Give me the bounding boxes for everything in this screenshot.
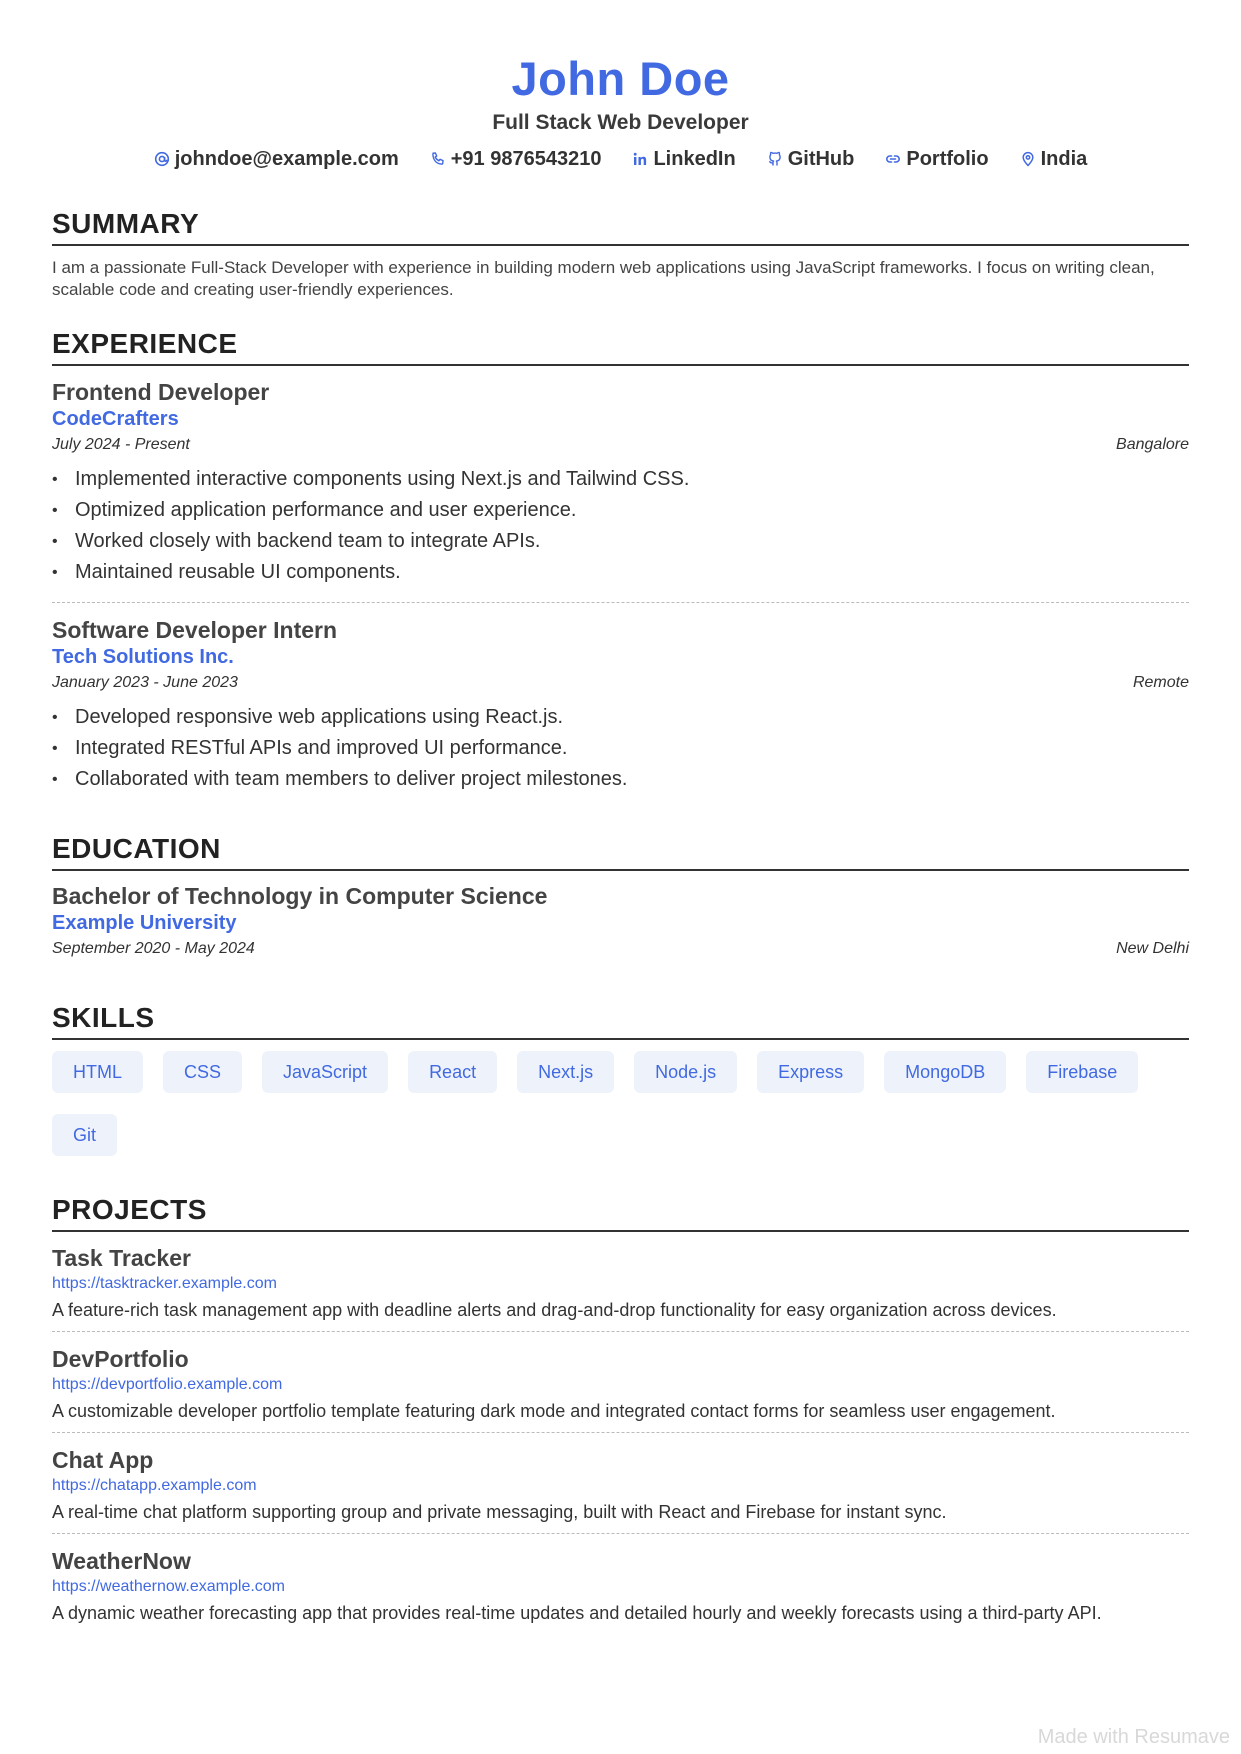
skill-chip: React bbox=[408, 1051, 497, 1093]
contact-github-label: GitHub bbox=[787, 148, 855, 170]
contact-portfolio[interactable] bbox=[885, 146, 988, 172]
job-bullets bbox=[52, 464, 1189, 588]
section-title: SKILLS bbox=[52, 1001, 1189, 1040]
project-entry bbox=[52, 1547, 1189, 1626]
skill-chip: Next.js bbox=[517, 1051, 614, 1093]
github-icon bbox=[767, 151, 783, 167]
watermark: Made with Resumave bbox=[1037, 1726, 1230, 1748]
at-icon bbox=[154, 151, 170, 167]
skill-chip: CSS bbox=[163, 1051, 242, 1093]
project-link[interactable]: https://devportfolio.example.com bbox=[52, 1376, 283, 1393]
job-dates: July 2024 - Present bbox=[52, 436, 190, 453]
projects-section bbox=[52, 1193, 1189, 1626]
resume-header bbox=[52, 0, 1189, 172]
skills-section bbox=[52, 1001, 1189, 1156]
contact-linkedin-label: LinkedIn bbox=[653, 148, 736, 170]
job-title: Software Developer Intern bbox=[52, 617, 338, 643]
divider bbox=[52, 1533, 1189, 1534]
linkedin-icon bbox=[632, 151, 648, 167]
job-location: Remote bbox=[1132, 674, 1189, 691]
project-description: A real-time chat platform supporting group and private messaging, built with React and Firebase for instant sync. bbox=[52, 1502, 947, 1522]
project-link[interactable]: https://tasktracker.example.com bbox=[52, 1275, 277, 1292]
location-pin-icon bbox=[1020, 151, 1036, 167]
education-meta bbox=[52, 938, 1189, 960]
job-role: Full Stack Web Developer bbox=[492, 111, 749, 134]
contact-linkedin[interactable] bbox=[632, 146, 735, 172]
job-meta bbox=[52, 672, 1189, 694]
skills-list bbox=[52, 1051, 1189, 1156]
skill-chip: Git bbox=[52, 1114, 117, 1156]
resume-page bbox=[52, 0, 1189, 1623]
project-description: A dynamic weather forecasting app that provides real-time updates and detailed hourly and weekly forecasts using a third-party API. bbox=[52, 1603, 1102, 1623]
job-bullets bbox=[52, 702, 1189, 795]
person-name: John Doe bbox=[511, 52, 730, 105]
list-item: • Integrated RESTful APIs and improved UI performance. bbox=[52, 733, 1189, 764]
education-location: New Delhi bbox=[1116, 940, 1189, 957]
project-description: A feature-rich task management app with deadline alerts and drag-and-drop functionality for easy organization across devices. bbox=[52, 1300, 1057, 1320]
list-item: • Implemented interactive components using Next.js and Tailwind CSS. bbox=[52, 464, 1189, 495]
company-link[interactable]: CodeCrafters bbox=[52, 408, 179, 430]
phone-icon bbox=[430, 151, 446, 167]
divider bbox=[52, 1331, 1189, 1332]
job-entry bbox=[52, 378, 1189, 588]
section-title: PROJECTS bbox=[52, 1193, 1189, 1232]
project-title: WeatherNow bbox=[52, 1548, 191, 1574]
skill-chip: MongoDB bbox=[884, 1051, 1006, 1093]
contact-phone[interactable] bbox=[430, 146, 602, 172]
project-entry bbox=[52, 1345, 1189, 1424]
contact-phone-label: +91 9876543210 bbox=[450, 148, 602, 170]
education-section bbox=[52, 832, 1189, 960]
skill-chip: HTML bbox=[52, 1051, 143, 1093]
education-dates: September 2020 - May 2024 bbox=[52, 940, 255, 957]
section-title: EXPERIENCE bbox=[52, 327, 1189, 366]
job-meta bbox=[52, 434, 1189, 456]
divider bbox=[52, 1432, 1189, 1433]
degree-title: Bachelor of Technology in Computer Science bbox=[52, 883, 548, 909]
summary-text: I am a passionate Full-Stack Developer with experience in building modern web applications using JavaScript frameworks. I focus on writing clean, scalable code and creating user-friendly experiences. bbox=[52, 258, 1155, 299]
project-link[interactable]: https://weathernow.example.com bbox=[52, 1578, 286, 1595]
project-link[interactable]: https://chatapp.example.com bbox=[52, 1477, 257, 1494]
list-item: • Worked closely with backend team to integrate APIs. bbox=[52, 526, 1189, 557]
contact-github[interactable] bbox=[767, 146, 855, 172]
list-item: • Maintained reusable UI components. bbox=[52, 557, 1189, 588]
experience-section bbox=[52, 327, 1189, 795]
project-title: Chat App bbox=[52, 1447, 154, 1473]
contact-email-label: johndoe@example.com bbox=[174, 148, 399, 170]
skill-chip: Express bbox=[757, 1051, 864, 1093]
link-icon bbox=[885, 151, 901, 167]
job-dates: January 2023 - June 2023 bbox=[52, 674, 238, 691]
list-item: • Collaborated with team members to deliver project milestones. bbox=[52, 764, 1189, 795]
divider bbox=[52, 602, 1189, 603]
job-entry bbox=[52, 616, 1189, 795]
contact-location bbox=[1020, 146, 1088, 172]
project-entry bbox=[52, 1244, 1189, 1323]
project-entry bbox=[52, 1446, 1189, 1525]
contact-portfolio-label: Portfolio bbox=[906, 148, 989, 170]
skill-chip: Node.js bbox=[634, 1051, 737, 1093]
project-title: Task Tracker bbox=[52, 1245, 191, 1271]
contact-bar bbox=[52, 146, 1189, 172]
list-item: • Optimized application performance and user experience. bbox=[52, 495, 1189, 526]
contact-location-label: India bbox=[1040, 148, 1088, 170]
section-title: EDUCATION bbox=[52, 832, 1189, 871]
list-item: • Developed responsive web applications using React.js. bbox=[52, 702, 1189, 733]
education-entry bbox=[52, 882, 1189, 960]
section-title: SUMMARY bbox=[52, 207, 1189, 246]
project-title: DevPortfolio bbox=[52, 1346, 189, 1372]
skill-chip: Firebase bbox=[1026, 1051, 1138, 1093]
contact-email[interactable] bbox=[154, 146, 399, 172]
company-link[interactable]: Tech Solutions Inc. bbox=[52, 646, 234, 668]
school-link[interactable]: Example University bbox=[52, 912, 237, 934]
skill-chip: JavaScript bbox=[262, 1051, 388, 1093]
project-description: A customizable developer portfolio template featuring dark mode and integrated contact forms for seamless user engagement. bbox=[52, 1401, 1056, 1421]
job-title: Frontend Developer bbox=[52, 379, 270, 405]
job-location: Bangalore bbox=[1116, 436, 1189, 453]
summary-section bbox=[52, 207, 1189, 301]
